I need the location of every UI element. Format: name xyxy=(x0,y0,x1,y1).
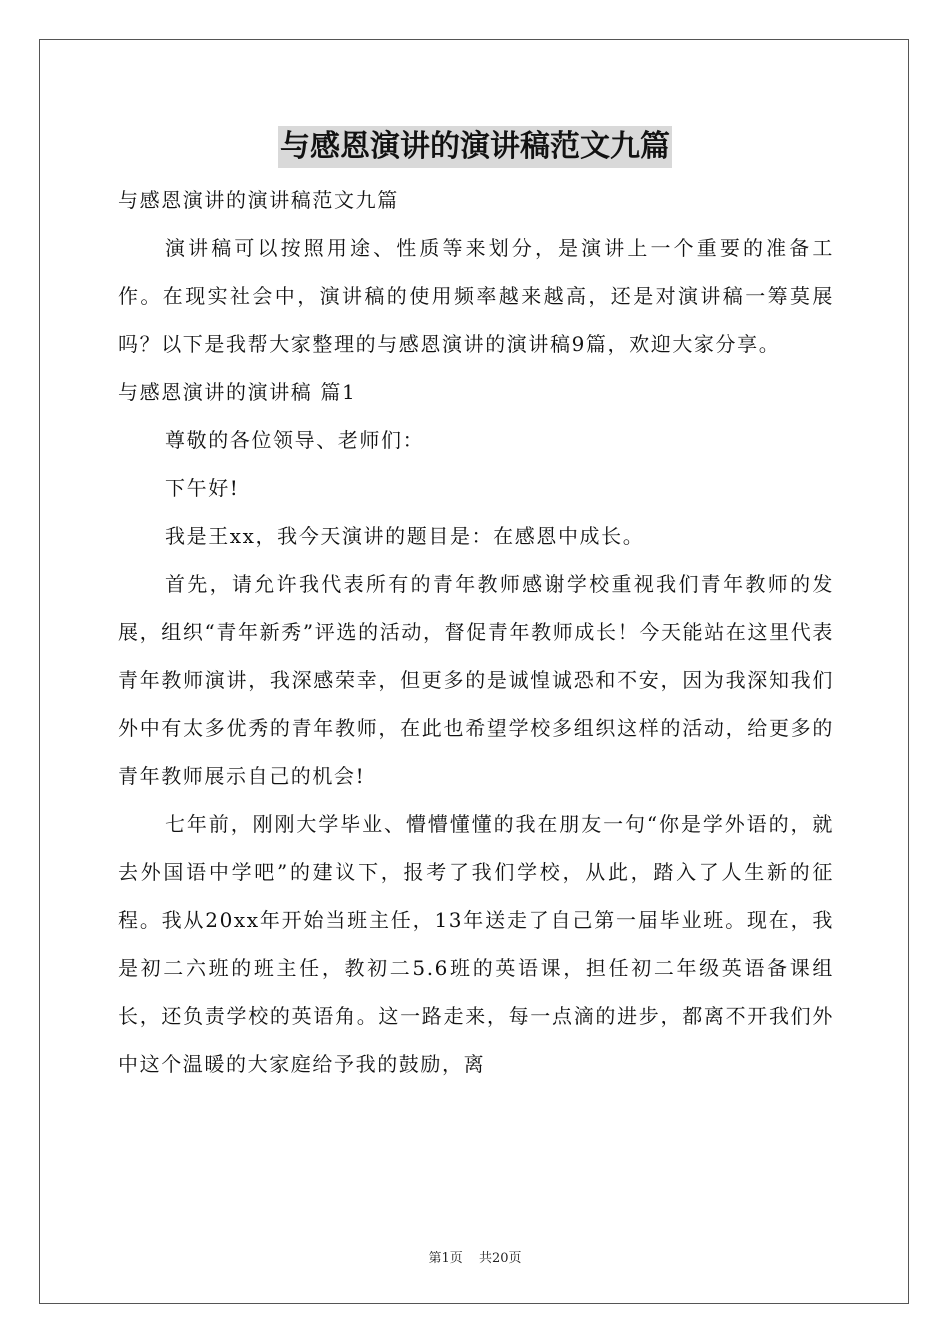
paragraph: 与感恩演讲的演讲稿范文九篇 xyxy=(118,188,399,212)
document-body xyxy=(118,176,834,1088)
paragraph: 演讲稿可以按照用途、性质等来划分，是演讲上一个重要的准备工作。在现实社会中，演讲稿的使用频率越来越高，还是对演讲稿一筹莫展吗？以下是我帮大家整理的与感恩演讲的演讲稿9篇，欢迎大家分享。 xyxy=(118,236,834,356)
title-wrap xyxy=(0,126,950,168)
paragraph: 七年前，刚刚大学毕业、懵懵懂懂的我在朋友一句“你是学外语的，就去外国语中学吧”的建议下，报考了我们学校，从此，踏入了人生新的征程。我从20xx年开始当班主任，13年送走了自己第一届毕业班。现在，我是初二六班的班主任，教初二5.6班的英语课，担任初二年级英语备课组长，还负责学校的英语角。这一路走来，每一点滴的进步，都离不开我们外中这个温暖的大家庭给予我的鼓励，离 xyxy=(118,812,834,1076)
page-number: 第1页 xyxy=(428,1251,463,1266)
section-heading: 与感恩演讲的演讲稿 篇1 xyxy=(118,380,357,404)
paragraph: 我是王xx，我今天演讲的题目是：在感恩中成长。 xyxy=(165,524,645,548)
document-title: 与感恩演讲的演讲稿范文九篇 xyxy=(278,126,672,168)
paragraph: 尊敬的各位领导、老师们： xyxy=(165,428,425,452)
page-total: 共20页 xyxy=(478,1251,522,1266)
page-footer xyxy=(0,1247,950,1266)
paragraph: 下午好! xyxy=(165,476,240,500)
paragraph: 首先，请允许我代表所有的青年教师感谢学校重视我们青年教师的发展，组织“青年新秀”评选的活动，督促青年教师成长！今天能站在这里代表青年教师演讲，我深感荣幸，但更多的是诚惶诚恐和不安，因为我深知我们外中有太多优秀的青年教师，在此也希望学校多组织这样的活动，给更多的青年教师展示自己的机会! xyxy=(118,572,834,788)
